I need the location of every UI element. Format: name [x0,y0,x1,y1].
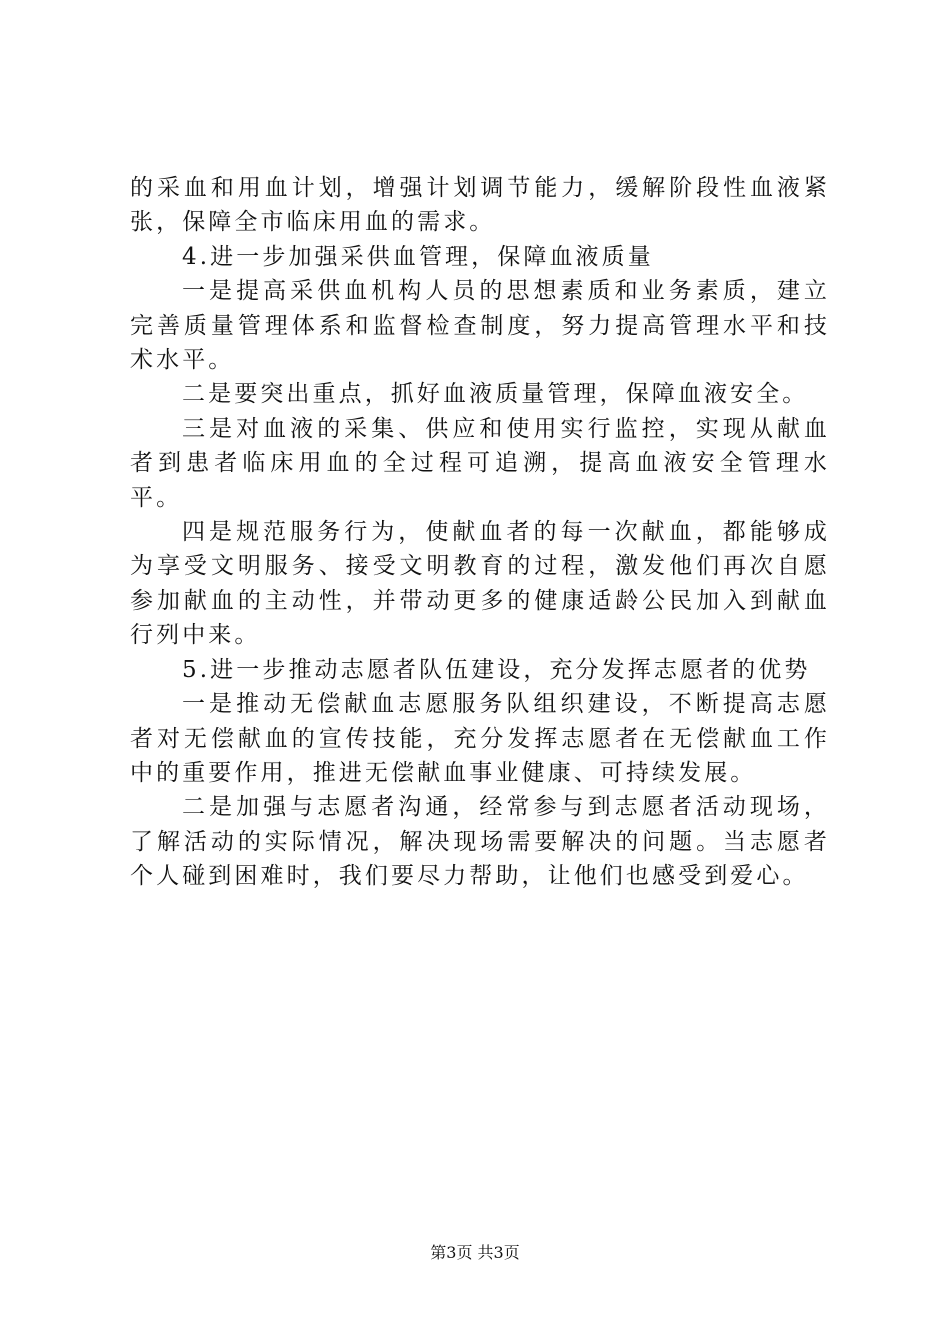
paragraph-item-4: 四是规范服务行为，使献血者的每一次献血，都能够成为享受文明服务、接受文明教育的过程，激发他们再次自愿参加献血的主动性，并带动更多的健康适龄公民加入到献血行列中来。 [130,519,830,649]
page-number-footer: 第3页 共3页 [430,1243,520,1262]
paragraph-item-6: 二是加强与志愿者沟通，经常参与到志愿者活动现场，了解活动的实际情况，解决现场需要解决的问题。当志愿者个人碰到困难时，我们要尽力帮助，让他们也感受到爱心。 [130,794,830,890]
section-heading-4: 4.进一步加强采供血管理，保障血液质量 [182,243,654,270]
paragraph-item-1: 一是提高采供血机构人员的思想素质和业务素质，建立完善质量管理体系和监督检查制度，努力提高管理水平和技术水平。 [130,278,830,374]
paragraph-item-5: 一是推动无偿献血志愿服务队组织建设，不断提高志愿者对无偿献血的宣传技能，充分发挥志愿者在无偿献血工作中的重要作用，推进无偿献血事业健康、可持续发展。 [130,691,830,786]
paragraph-item-2: 二是要突出重点，抓好血液质量管理，保障血液安全。 [182,381,809,408]
section-heading-5: 5.进一步推动志愿者队伍建设，充分发挥志愿者的优势 [182,656,811,683]
paragraph-item-3: 三是对血液的采集、供应和使用实行监控，实现从献血者到患者临床用血的全过程可追溯，提高血液安全管理水平。 [130,415,830,511]
document-body [130,171,830,894]
paragraph-continuation: 的采血和用血计划，增强计划调节能力，缓解阶段性血液紧张，保障全市临床用血的需求。 [130,175,830,236]
